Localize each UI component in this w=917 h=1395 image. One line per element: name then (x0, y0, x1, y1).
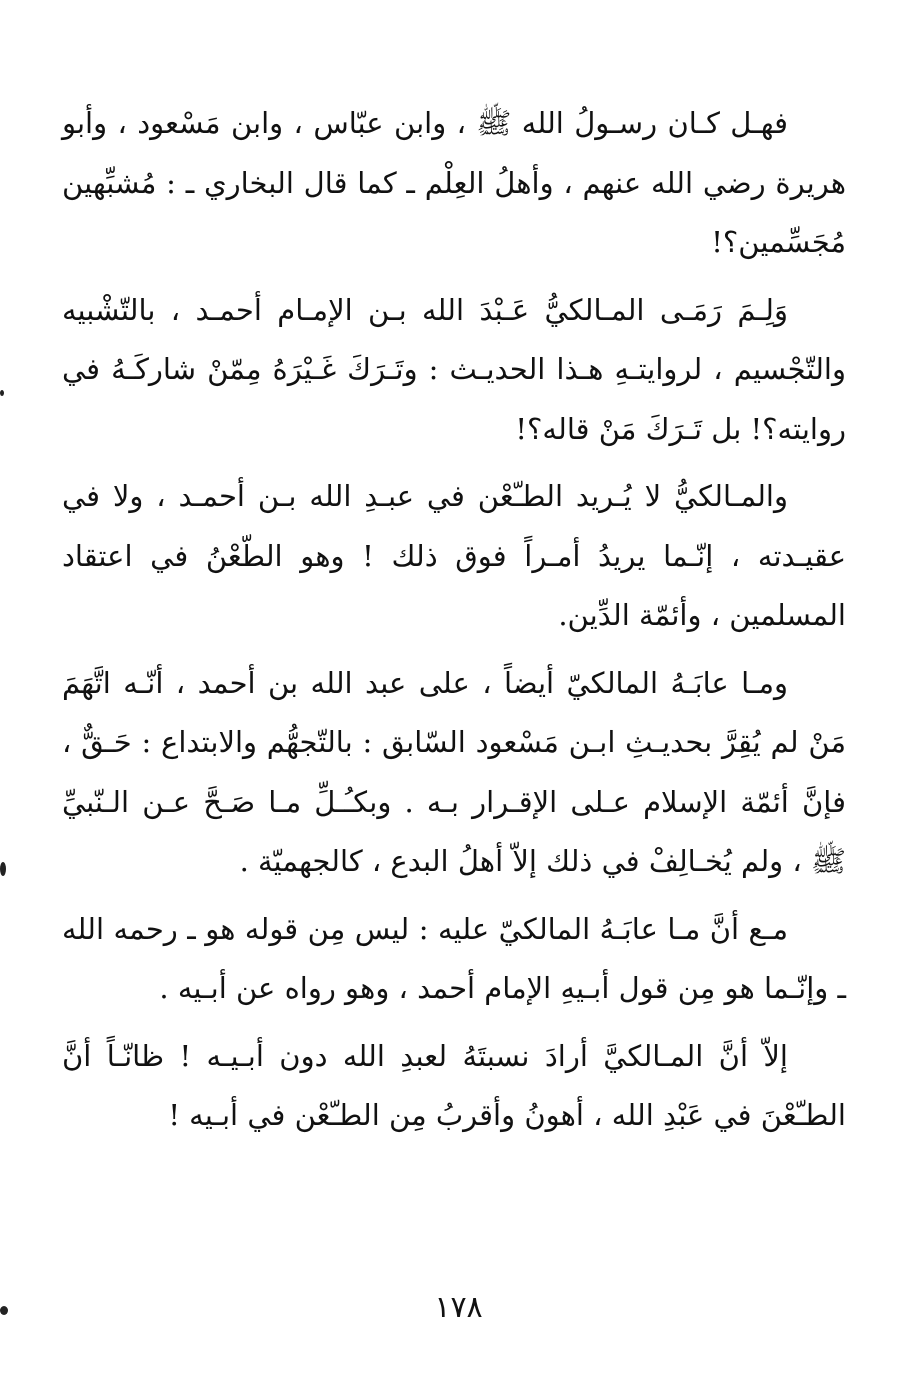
scan-edge-mark (0, 1306, 8, 1315)
paragraph-5: مـع أنَّ مـا عابَـهُ المالكيّ عليه : ليس مِن قوله هو ـ رحمه الله ـ وإنّـما هو مِن قول أبـيهِ الإمام أحمد ، وهو رواه عن أبـيه . (62, 911, 846, 1005)
paragraph-2: وَلِـمَ رَمَـى المـالكيُّ عَـبْدَ الله بـن الإمـام أحمـد ، بالتّشْبيه والتّجْسيم ، لروايتـهِ هـذا الحديـث : وتَـرَكَ غَـيْرَهُ مِمّنْ شاركَـهُ في روايته؟! بل تَـرَكَ مَنْ قاله؟! (62, 292, 846, 446)
page-number: ١٧٨ (434, 1290, 483, 1325)
paragraph-3: والمـالكيُّ لا يُـريد الطـّعْن في عبـدِ الله بـن أحمـد ، ولا في عقيـدته ، إنّـما يريدُ أمـراً فوق ذلك ! وهو الطّعْنُ في اعتقاد المسلمين ، وأئمّة الدِّين. (62, 479, 846, 632)
paragraph-4: ومـا عابَـهُ المالكيّ أيضاً ، على عبد الله بن أحمد ، أنّـه اتَّهَمَ مَنْ لم يُقِرَّ بحديـثِ ابـن مَسْعود السّابق : بالتّجهُّم والابتداع : حَـقٌّ ، فإنَّ أئمّة الإسلام عـلى الإقـرار بـه . وبكـُـلِّ مـا صَـحَّ عـن الـنّبيِّ ﷺ ، ولم يُخـالِفْ في ذلك إلاّ أهلُ البدع ، كالجهميّة . (62, 665, 846, 878)
paragraph-1: فهـل كـان رسـولُ الله ﷺ ، وابن عبّاس ، وابن مَسْعود ، وأبو هريرة رضي الله عنهم ، وأهلُ العِلْم ـ كما قال البخاري ـ : مُشبِّهين مُجَسِّمين؟! (62, 106, 846, 259)
scan-edge-mark (0, 862, 6, 876)
scan-edge-mark (0, 390, 4, 396)
body-text (62, 94, 846, 1154)
paragraph-6: إلاّ أنَّ المـالكيَّ أرادَ نسبتَهُ لعبدِ الله دون أبـيـه ! ظانّـاً أنَّ الطـّعْنَ في عَبْدِ الله ، أهونُ وأقربُ مِن الطـّعْن في أبـيه ! (62, 1038, 846, 1132)
